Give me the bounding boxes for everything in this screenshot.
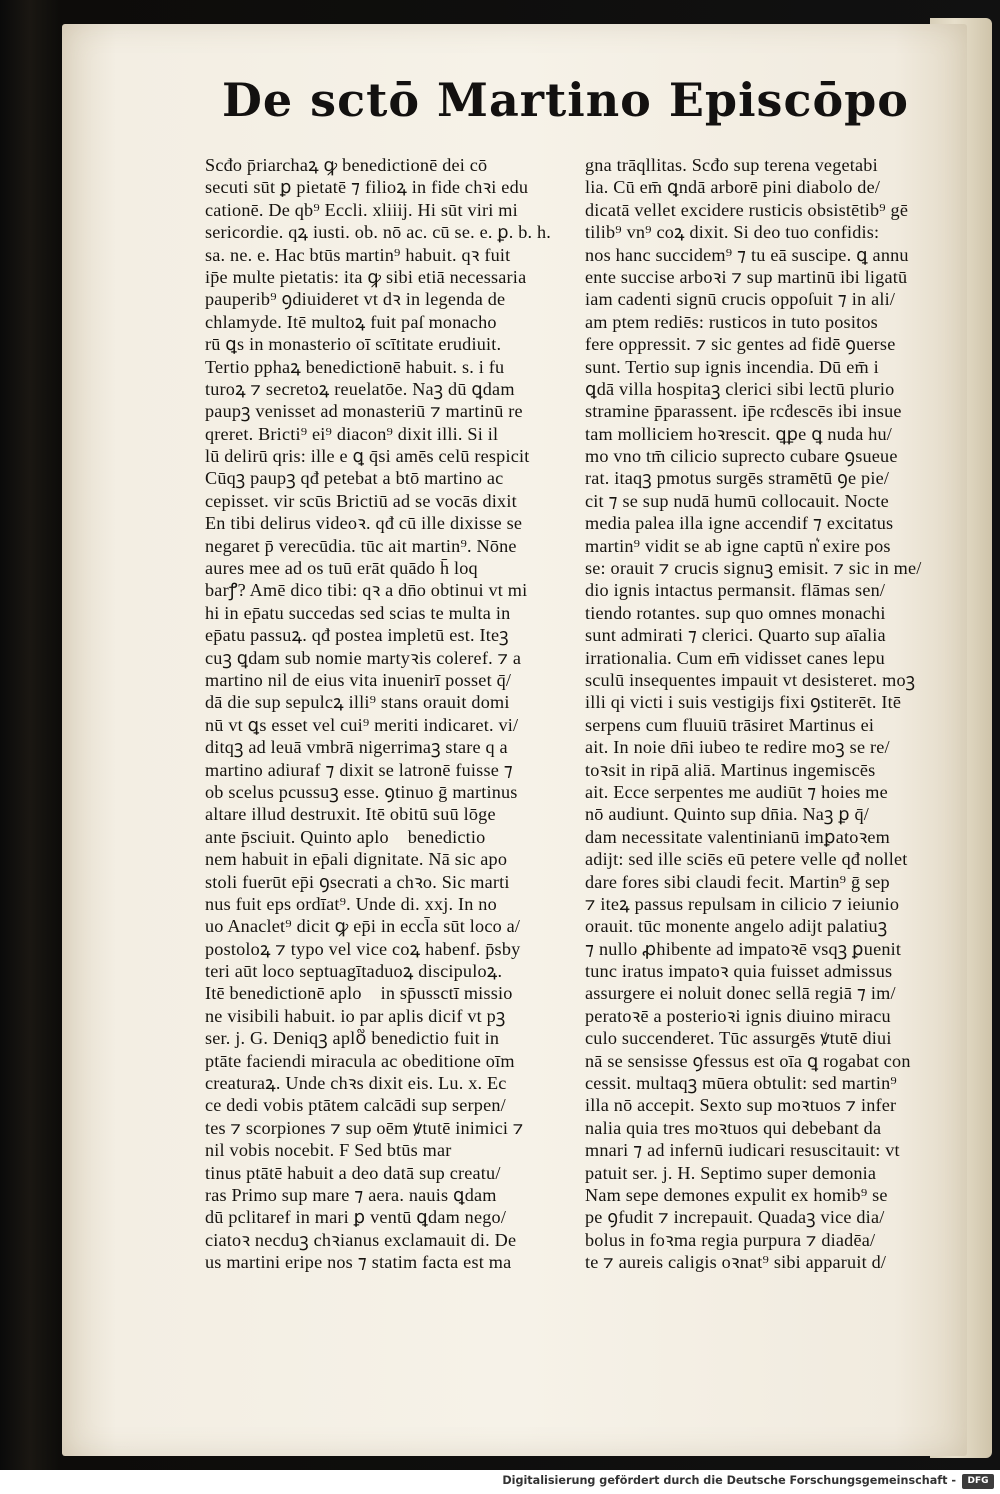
text-line: ⁊ iteꝝ passus repulsam in cilicio ⁊ ieiunio: [585, 893, 900, 914]
text-line: tes ⁊ scorpiones ⁊ sup oēm ꝟtutē inimici ⁊: [205, 1117, 524, 1138]
text-line: peratoꝛē a posterioꝛi ignis diuino miracu: [585, 1005, 891, 1026]
text-line: chlamyde. Itē multoꝝ fuit paſ monacho: [205, 311, 497, 332]
text-line: ditqꝫ ad leuā vmbrā nigerrimaꝫ stare q a: [205, 737, 508, 758]
text-line: sunt. Tertio sup ignis incendia. Dū em̄ i: [585, 356, 879, 377]
text-line: ait. Ecce serpentes me audiūt ⁊ hoies me: [585, 781, 888, 802]
text-line: ꝗdā villa hospitaꝫ clerici sibi lectū plurio: [585, 378, 895, 399]
text-line: barꝭ? Amē dico tibi: qꝛ a dn̄o obtinui vt mi: [205, 580, 528, 601]
text-line: dare fores sibi claudi fecit. Martin⁹ ḡ sep: [585, 871, 890, 892]
text-line: turoꝝ ⁊ secretoꝝ reuelatōe. Naꝫ dū ꝗdam: [205, 378, 515, 399]
text-line: stramine p̄parassent. ip̄e rcḋescēs ibi insue: [585, 401, 902, 422]
text-line: paupꝫ venisset ad monasteriū ⁊ martinū re: [205, 401, 523, 422]
text-line: sunt admirati ⁊ clerici. Quarto sup aīalia: [585, 625, 886, 646]
footer-bar: [0, 1470, 1000, 1494]
text-line: iam cadenti signū crucis oppoſuit ⁊ in ali/: [585, 289, 896, 310]
text-line: ait. In noie dn̄i iubeo te redire moꝫ se re/: [585, 737, 890, 758]
text-line: ras Primo sup mare ⁊ aera. nauis ꝗdam: [205, 1184, 497, 1205]
text-line: tilib⁹ vn⁹ coꝝ dixit. Si deo tuo confidis:: [585, 222, 880, 243]
text-column-right: [585, 154, 935, 1274]
text-line: altare illud destruxit. Itē obitū suū lōge: [205, 804, 496, 825]
text-line: us martini eripe nos ⁊ statim facta est ma: [205, 1252, 512, 1273]
text-line: nō audiunt. Quinto sup dn̄ia. Naꝫ ꝑ q̄/: [585, 804, 869, 825]
text-line: uo Anaclet⁹ dicit ꝙ ep̄i in eccl̄a sūt loco a/: [205, 916, 521, 937]
text-line: martino adiuraf ⁊ dixit se latronē fuisse ⁊: [205, 759, 514, 780]
text-line: dio ignis intactus permansit. flāmas sen/: [585, 580, 886, 601]
text-line: illi qi victi i suis vestigijs fixi ꝯstiterēt. Itē: [585, 692, 902, 713]
text-line: nū vt ꝗs esset vel cui⁹ meriti indicaret. vi/: [205, 714, 519, 735]
text-line: Itē benedictionē aplo᷑ in sp̄ussctī missio: [205, 983, 513, 1004]
text-line: Cūqꝫ paupꝫ qđ petebat a btō martino ac: [205, 468, 504, 489]
text-line: ante p̄sciuit. Quinto aplo᷑ benedictio: [205, 826, 486, 847]
text-line: te ⁊ aureis caligis oꝛnat⁹ sibi apparuit d/: [585, 1252, 887, 1273]
text-line: ip̄e multe pietatis: ita ꝙ sibi etiā necessaria: [205, 266, 527, 287]
text-line: ser. j. G. Deniqꝫ aplo᷑ benedictio fuit in: [205, 1028, 500, 1049]
text-line: adijt: sed ille sciēs eū petere velle qđ nollet: [585, 849, 908, 870]
text-line: negaret p̄ verecūdia. tūc ait martin⁹. Nōne: [205, 535, 517, 556]
text-line: mnari ⁊ ad infernū iudicari resuscitauit: vt: [585, 1140, 900, 1161]
text-line: Scđo p̄riarchaꝝ ꝙ benedictionē dei cō: [205, 155, 488, 175]
text-line: toꝛsit in ripā aliā. Martinus ingemiscēs: [585, 759, 876, 780]
text-line: cessit. multaqꝫ mūera obtulit: sed martin⁹: [585, 1073, 897, 1094]
text-line: nus fuit eps ordīat⁹. Unde di. xxj. In no: [205, 893, 497, 914]
funding-credit: Digitalisierung gefördert durch die Deutsche Forschungsgemeinschaft -: [502, 1474, 956, 1487]
text-line: pe ꝯfudit ⁊ increpauit. Quadaꝫ vice dia/: [585, 1207, 885, 1228]
text-line: se: orauit ⁊ crucis signuꝫ emisit. ⁊ sic in me/: [585, 558, 922, 579]
text-line: ⁊ nullo ꝓhibente ad impatoꝛē vsqꝫ ꝑuenit: [585, 938, 902, 959]
text-line: dicatā vellet excidere rusticis obsistētib⁹ gē: [585, 199, 909, 220]
text-line: media palea illa igne accendif ⁊ excitatus: [585, 513, 894, 534]
text-line: dam necessitate valentinianū imꝑatoꝛem: [585, 826, 891, 847]
text-line: ob scelus pcussuꝫ esse. ꝯtinuo ḡ martinus: [205, 781, 518, 802]
page-heading: De sctō Martino Episcōpo: [222, 73, 909, 127]
text-line: rū ꝗs in monasterio oī scītitate erudiuit.: [205, 334, 502, 355]
text-line: assurgere ei noluit donec sellā regiā ⁊ im/: [585, 983, 896, 1004]
text-line: tunc iratus impatoꝛ quia fuisset admissus: [585, 961, 893, 982]
text-line: tam molliciem hoꝛrescit. ꝗꝑe ꝗ nuda hu/: [585, 423, 893, 444]
text-line: stoli fuerūt ep̄i ꝯsecrati a chꝛo. Sic marti: [205, 871, 510, 892]
text-line: creaturaꝝ. Unde chꝛs dixit eis. Lu. x. Ec: [205, 1073, 507, 1094]
text-line: cuꝫ ꝗdam sub nomie martyꝛis coleref. ⁊ a: [205, 647, 522, 668]
text-line: nalia quia tres moꝛtuos qui debebant da: [585, 1117, 882, 1138]
text-line: dū pclitaref in mari ꝑ ventū ꝗdam nego/: [205, 1207, 507, 1228]
text-line: ce dedi vobis ptātem calcādi sup serpen/: [205, 1095, 506, 1116]
text-line: culo succenderet. Tūc assurgēs ꝟtutē diui: [585, 1028, 892, 1049]
text-line: Tertio pphaꝝ benedictionē habuit. s. i fu: [205, 356, 505, 377]
text-line: ep̄atu passuꝝ. qđ postea impletū est. Iteꝫ: [205, 625, 509, 646]
text-line: sericordie. qꝝ iusti. ob. nō ac. cū se. e. ꝑ. b. h.: [205, 222, 552, 243]
text-line: patuit ser. j. H. Septimo super demonia: [585, 1162, 877, 1183]
text-line: serpens cum fluuiū trāsiret Martinus ei: [585, 714, 875, 735]
text-line: rat. itaqꝫ pmotus surgēs stramētū ꝯe pie/: [585, 468, 890, 489]
text-line: qreret. Bricti⁹ ei⁹ diacon⁹ dixit illi. Si il: [205, 423, 499, 444]
text-line: cit ⁊ se sup nudā humū collocauit. Nocte: [585, 490, 889, 511]
text-line: sa. ne. e. Hac btūs martin⁹ habuit. qꝛ fuit: [205, 244, 511, 265]
text-line: aures mee ad os tuū erāt quādo h̄ loq: [205, 558, 478, 579]
text-line: tiendo rotantes. sup quo omnes monachi: [585, 602, 886, 623]
text-line: lia. Cū em̄ ꝗndā arborē pini diabolo de/: [585, 177, 881, 198]
text-line: lū delirū qris: ille e ꝗ q̄si amēs celū respicit: [205, 446, 530, 467]
text-line: martino nil de eius vita inuenirī posset q̄/: [205, 669, 512, 690]
text-line: secuti sūt ꝑ pietatē ⁊ filioꝝ in fide chꝛi edu: [205, 177, 529, 198]
text-line: ente succise arboꝛi ⁊ sup martinū ibi ligatū: [585, 266, 908, 287]
text-line: pauperib⁹ ꝯdiuideret vt dꝛ in legenda de: [205, 289, 506, 310]
text-line: postoloꝝ ⁊ typo vel vice coꝝ habenf. p̄sby: [205, 938, 521, 959]
text-line: illa nō accepit. Sexto sup moꝛtuos ⁊ infer: [585, 1095, 897, 1116]
text-line: bolus in foꝛma regia purpura ⁊ diadēa/: [585, 1229, 876, 1250]
text-line: cepisset. vir scūs Brictiū ad se vocās dixit: [205, 490, 517, 511]
text-line: dā die sup sepulcꝝ illi⁹ stans orauit domi: [205, 692, 510, 713]
text-line: En tibi delirus videoꝛ. qđ cū ille dixisse se: [205, 513, 523, 534]
text-line: mo vno tm̄ cilicio suprecto cubare ꝯsueue: [585, 446, 898, 467]
text-column-left: [205, 154, 560, 1274]
text-line: nā se sensisse ꝯfessus est oīa ꝗ rogabat con: [585, 1050, 911, 1071]
text-line: ne visibili habuit. io par aplis dicif vt pꝫ: [205, 1005, 506, 1026]
text-line: nem habuit in ep̄ali dignitate. Nā sic apo: [205, 849, 508, 870]
text-line: teri aūt loco septuagītaduoꝝ discipuloꝝ.: [205, 961, 503, 982]
text-line: nos hanc succidem⁹ ⁊ tu eā suscipe. ꝗ annu: [585, 244, 909, 265]
text-line: Nam sepe demones expulit ex homib⁹ se: [585, 1184, 888, 1205]
text-line: gna trāqllitas. Scđo sup terena vegetabi: [585, 155, 878, 175]
text-line: irrationalia. Cum em̄ vidisset canes lepu: [585, 647, 885, 668]
text-line: cationē. De qb⁹ Eccli. xliiij. Hi sūt viri mi: [205, 199, 518, 220]
text-line: fere oppressit. ⁊ sic gentes ad fidē ꝯuerse: [585, 334, 896, 355]
text-line: nil vobis nocebit. F Sed btūs mar: [205, 1140, 452, 1161]
text-line: ptāte faciendi miracula ac obeditione oīm: [205, 1050, 515, 1071]
text-line: hi in ep̄atu succedas sed scias te multa in: [205, 602, 511, 623]
text-line: orauit. tūc monente angelo adijt palatiuꝫ: [585, 916, 888, 937]
text-line: am ptem rediēs: rusticos in tuto positos: [585, 311, 878, 332]
text-line: tinus ptātē habuit a deo datā sup creatu/: [205, 1162, 501, 1183]
dfg-logo: DFG: [962, 1474, 994, 1489]
text-line: martin⁹ vidit se ab igne captū n͛ exire pos: [585, 535, 891, 556]
text-line: ciatoꝛ necduꝫ chꝛianus exclamauit di. De: [205, 1229, 517, 1250]
text-line: sculū insequentes impauit vt desisteret. moꝫ: [585, 669, 916, 690]
